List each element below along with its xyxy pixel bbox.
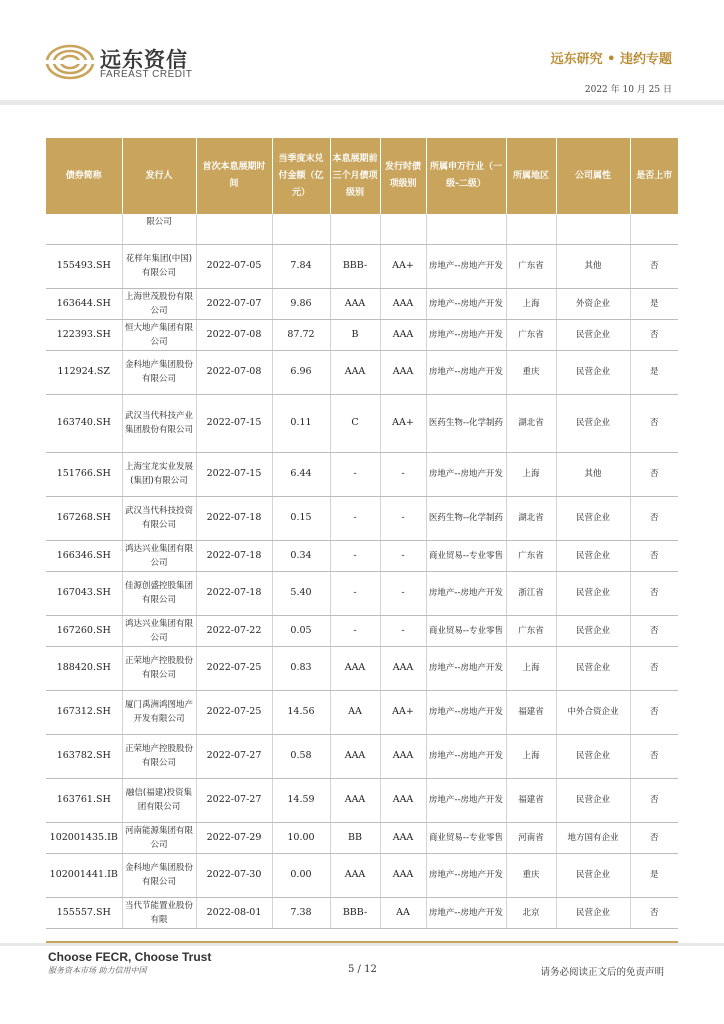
industry-cell: 房地产--房地产开发: [426, 288, 506, 319]
amount-cell: 7.84: [272, 244, 330, 288]
pre-rating-cell: BBB-: [330, 244, 380, 288]
pre-rating-cell: AAA: [330, 853, 380, 897]
table-row: [46, 778, 678, 822]
issue-rating-cell: -: [380, 452, 426, 496]
pre-rating-cell: B: [330, 319, 380, 350]
issuer-cell: 鸿达兴业集团有限公司: [122, 540, 196, 571]
amount-cell: 6.96: [272, 350, 330, 394]
listed-cell: 否: [630, 319, 678, 350]
company-type-cell: 民营企业: [556, 646, 630, 690]
bond-code-cell: 167260.SH: [46, 615, 122, 646]
bond-code-cell: 155493.SH: [46, 244, 122, 288]
region-cell: 北京: [506, 897, 556, 928]
bond-code-cell: 163740.SH: [46, 394, 122, 452]
region-cell: 湖北省: [506, 394, 556, 452]
date-cell: 2022-07-07: [196, 288, 272, 319]
date-cell: 2022-07-08: [196, 350, 272, 394]
column-header: 当季度末兑付金额（亿元）: [272, 138, 330, 214]
continuation-row: [46, 214, 678, 244]
table-header-row: [46, 138, 678, 214]
amount-cell: 10.00: [272, 822, 330, 853]
listed-cell: 否: [630, 452, 678, 496]
date-cell: 2022-07-25: [196, 646, 272, 690]
pre-rating-cell: -: [330, 452, 380, 496]
header-divider: [0, 100, 724, 105]
issue-rating-cell: AA+: [380, 244, 426, 288]
industry-cell: 商业贸易--专业零售: [426, 540, 506, 571]
company-type-cell: 中外合资企业: [556, 690, 630, 734]
column-header: 本息展期前三个月债项级别: [330, 138, 380, 214]
amount-cell: 87.72: [272, 319, 330, 350]
issue-rating-cell: AAA: [380, 778, 426, 822]
date-cell: 2022-07-18: [196, 496, 272, 540]
issue-rating-cell: AAA: [380, 288, 426, 319]
date-cell: 2022-07-08: [196, 319, 272, 350]
company-type-cell: 民营企业: [556, 778, 630, 822]
listed-cell: 否: [630, 615, 678, 646]
pre-rating-cell: -: [330, 615, 380, 646]
bond-code-cell: 102001441.IB: [46, 853, 122, 897]
bond-code-cell: 188420.SH: [46, 646, 122, 690]
pre-rating-cell: AA: [330, 690, 380, 734]
bond-code-cell: 155557.SH: [46, 897, 122, 928]
table-row: [46, 288, 678, 319]
fareast-credit-logo-icon: [44, 42, 96, 82]
company-type-cell: 外资企业: [556, 288, 630, 319]
listed-cell: 否: [630, 496, 678, 540]
issue-rating-cell: AAA: [380, 734, 426, 778]
date-cell: 2022-07-29: [196, 822, 272, 853]
report-date: 2022 年 10 月 25 日: [584, 85, 672, 95]
bond-code-cell: 151766.SH: [46, 452, 122, 496]
industry-cell: 房地产--房地产开发: [426, 244, 506, 288]
bond-code-cell: 163782.SH: [46, 734, 122, 778]
issuer-cell: 上海世茂股份有限公司: [122, 288, 196, 319]
region-cell: 重庆: [506, 350, 556, 394]
issuer-cell: 河南能源集团有限公司: [122, 822, 196, 853]
table-row: [46, 496, 678, 540]
industry-cell: 房地产--房地产开发: [426, 778, 506, 822]
date-cell: 2022-07-15: [196, 394, 272, 452]
bond-code-cell: 112924.SZ: [46, 350, 122, 394]
region-cell: 福建省: [506, 778, 556, 822]
date-cell: 2022-07-27: [196, 734, 272, 778]
document-title: 远东研究 • 违约专题: [550, 52, 672, 67]
listed-cell: 是: [630, 350, 678, 394]
pre-rating-cell: AAA: [330, 646, 380, 690]
region-cell: 福建省: [506, 690, 556, 734]
footer-slogan-sub: 服务资本市场 助力信用中国: [48, 966, 147, 975]
listed-cell: 否: [630, 897, 678, 928]
issuer-cell: 金科地产集团股份有限公司: [122, 350, 196, 394]
bond-code-cell: 163761.SH: [46, 778, 122, 822]
date-cell: 2022-07-22: [196, 615, 272, 646]
date-cell: 2022-07-18: [196, 571, 272, 615]
table-row: [46, 394, 678, 452]
industry-cell: 房地产--房地产开发: [426, 452, 506, 496]
pre-rating-cell: AAA: [330, 350, 380, 394]
company-type-cell: 民营企业: [556, 394, 630, 452]
column-header: 是否上市: [630, 138, 678, 214]
amount-cell: 0.58: [272, 734, 330, 778]
pre-rating-cell: -: [330, 540, 380, 571]
issue-rating-cell: -: [380, 571, 426, 615]
table-row: [46, 452, 678, 496]
region-cell: 上海: [506, 452, 556, 496]
region-cell: 广东省: [506, 540, 556, 571]
company-type-cell: 民营企业: [556, 350, 630, 394]
region-cell: 上海: [506, 734, 556, 778]
company-type-cell: 民营企业: [556, 615, 630, 646]
issue-rating-cell: -: [380, 496, 426, 540]
page-number: 5 / 12: [348, 964, 377, 975]
date-cell: 2022-07-27: [196, 778, 272, 822]
issue-rating-cell: AAA: [380, 350, 426, 394]
company-type-cell: 其他: [556, 452, 630, 496]
industry-cell: 房地产--房地产开发: [426, 319, 506, 350]
pre-rating-cell: -: [330, 496, 380, 540]
issuer-cell: 金科地产集团股份有限公司: [122, 853, 196, 897]
column-header: 公司属性: [556, 138, 630, 214]
amount-cell: 0.00: [272, 853, 330, 897]
industry-cell: 商业贸易--专业零售: [426, 615, 506, 646]
amount-cell: 0.05: [272, 615, 330, 646]
amount-cell: 5.40: [272, 571, 330, 615]
pre-rating-cell: AAA: [330, 734, 380, 778]
table-row: [46, 615, 678, 646]
company-type-cell: 民营企业: [556, 897, 630, 928]
pre-rating-cell: BB: [330, 822, 380, 853]
amount-cell: 0.34: [272, 540, 330, 571]
region-cell: 上海: [506, 646, 556, 690]
issue-rating-cell: -: [380, 615, 426, 646]
company-type-cell: 民营企业: [556, 496, 630, 540]
issuer-cell: 上海宝龙实业发展(集团)有限公司: [122, 452, 196, 496]
column-header: 发行人: [122, 138, 196, 214]
pre-rating-cell: AAA: [330, 778, 380, 822]
region-cell: 广东省: [506, 615, 556, 646]
date-cell: 2022-07-25: [196, 690, 272, 734]
column-header: 债券简称: [46, 138, 122, 214]
company-type-cell: 民营企业: [556, 571, 630, 615]
industry-cell: 房地产--房地产开发: [426, 350, 506, 394]
issuer-cell: 花样年集团(中国)有限公司: [122, 244, 196, 288]
table-row: [46, 897, 678, 928]
company-type-cell: 民营企业: [556, 734, 630, 778]
table-row: [46, 319, 678, 350]
issuer-cell: 恒大地产集团有限公司: [122, 319, 196, 350]
table-row: [46, 244, 678, 288]
listed-cell: 否: [630, 571, 678, 615]
table-row: [46, 822, 678, 853]
date-cell: 2022-08-01: [196, 897, 272, 928]
company-type-cell: 地方国有企业: [556, 822, 630, 853]
listed-cell: 是: [630, 853, 678, 897]
region-cell: 重庆: [506, 853, 556, 897]
listed-cell: 否: [630, 690, 678, 734]
issuer-cell: 武汉当代科技投资有限公司: [122, 496, 196, 540]
region-cell: 广东省: [506, 319, 556, 350]
company-type-cell: 民营企业: [556, 853, 630, 897]
issuer-cell: 佳源创盛控股集团有限公司: [122, 571, 196, 615]
column-header: 发行时债项级别: [380, 138, 426, 214]
amount-cell: 14.56: [272, 690, 330, 734]
issue-rating-cell: AAA: [380, 646, 426, 690]
footer-slogan: Choose FECR, Choose Trust: [48, 950, 212, 964]
listed-cell: 是: [630, 288, 678, 319]
date-cell: 2022-07-18: [196, 540, 272, 571]
footer-disclaimer: 请务必阅读正文后的免责声明: [540, 967, 664, 978]
listed-cell: 否: [630, 540, 678, 571]
issuer-cell: 当代节能置业股份有限: [122, 897, 196, 928]
issuer-cell: 鸿达兴业集团有限公司: [122, 615, 196, 646]
bond-code-cell: 102001435.IB: [46, 822, 122, 853]
industry-cell: 房地产--房地产开发: [426, 897, 506, 928]
default-bond-table: [46, 138, 678, 929]
pre-rating-cell: C: [330, 394, 380, 452]
pre-rating-cell: BBB-: [330, 897, 380, 928]
company-type-cell: 其他: [556, 244, 630, 288]
region-cell: 浙江省: [506, 571, 556, 615]
amount-cell: 7.38: [272, 897, 330, 928]
industry-cell: 商业贸易--专业零售: [426, 822, 506, 853]
industry-cell: 房地产--房地产开发: [426, 571, 506, 615]
company-type-cell: 民营企业: [556, 540, 630, 571]
amount-cell: 6.44: [272, 452, 330, 496]
date-cell: 2022-07-05: [196, 244, 272, 288]
pre-rating-cell: -: [330, 571, 380, 615]
industry-cell: 房地产--房地产开发: [426, 690, 506, 734]
issuer-cell: 正荣地产控股股份有限公司: [122, 646, 196, 690]
listed-cell: 否: [630, 822, 678, 853]
brand-name-cn: 远东资信: [100, 48, 188, 72]
amount-cell: 0.15: [272, 496, 330, 540]
issuer-cell: 厦门禹洲鸿图地产开发有限公司: [122, 690, 196, 734]
footer-band: [0, 943, 724, 946]
issuer-cell: 武汉当代科技产业集团股份有限公司: [122, 394, 196, 452]
bond-code-cell: 163644.SH: [46, 288, 122, 319]
bond-code-cell: 122393.SH: [46, 319, 122, 350]
issue-rating-cell: AA: [380, 897, 426, 928]
page-header: [0, 0, 724, 110]
industry-cell: 房地产--房地产开发: [426, 646, 506, 690]
industry-cell: 房地产--房地产开发: [426, 734, 506, 778]
issuer-cell: 正荣地产控股股份有限公司: [122, 734, 196, 778]
bond-code-cell: 167268.SH: [46, 496, 122, 540]
region-cell: 广东省: [506, 244, 556, 288]
issuer-cell: 限公司: [122, 214, 196, 244]
brand-name-en: FAREAST CREDIT: [100, 69, 193, 80]
table-row: [46, 853, 678, 897]
table-row: [46, 571, 678, 615]
amount-cell: 0.11: [272, 394, 330, 452]
table-row: [46, 690, 678, 734]
table-row: [46, 734, 678, 778]
issue-rating-cell: AAA: [380, 319, 426, 350]
table-row: [46, 540, 678, 571]
pre-rating-cell: AAA: [330, 288, 380, 319]
listed-cell: 否: [630, 646, 678, 690]
industry-cell: 医药生物--化学制药: [426, 496, 506, 540]
region-cell: 河南省: [506, 822, 556, 853]
industry-cell: 房地产--房地产开发: [426, 853, 506, 897]
issue-rating-cell: AA+: [380, 690, 426, 734]
table-row: [46, 646, 678, 690]
issue-rating-cell: AAA: [380, 822, 426, 853]
listed-cell: 否: [630, 778, 678, 822]
listed-cell: 否: [630, 734, 678, 778]
bond-code-cell: 167043.SH: [46, 571, 122, 615]
table-row: [46, 350, 678, 394]
amount-cell: 9.86: [272, 288, 330, 319]
issue-rating-cell: -: [380, 540, 426, 571]
issue-rating-cell: AAA: [380, 853, 426, 897]
company-type-cell: 民营企业: [556, 319, 630, 350]
region-cell: 湖北省: [506, 496, 556, 540]
listed-cell: 否: [630, 394, 678, 452]
listed-cell: 否: [630, 244, 678, 288]
industry-cell: 医药生物--化学制药: [426, 394, 506, 452]
column-header: 所属申万行业（一级-二级）: [426, 138, 506, 214]
bond-code-cell: 167312.SH: [46, 690, 122, 734]
column-header: 首次本息展期时间: [196, 138, 272, 214]
column-header: 所属地区: [506, 138, 556, 214]
bond-code-cell: 166346.SH: [46, 540, 122, 571]
date-cell: 2022-07-15: [196, 452, 272, 496]
issuer-cell: 融信(福建)投资集团有限公司: [122, 778, 196, 822]
issue-rating-cell: AA+: [380, 394, 426, 452]
amount-cell: 0.83: [272, 646, 330, 690]
date-cell: 2022-07-30: [196, 853, 272, 897]
amount-cell: 14.59: [272, 778, 330, 822]
region-cell: 上海: [506, 288, 556, 319]
